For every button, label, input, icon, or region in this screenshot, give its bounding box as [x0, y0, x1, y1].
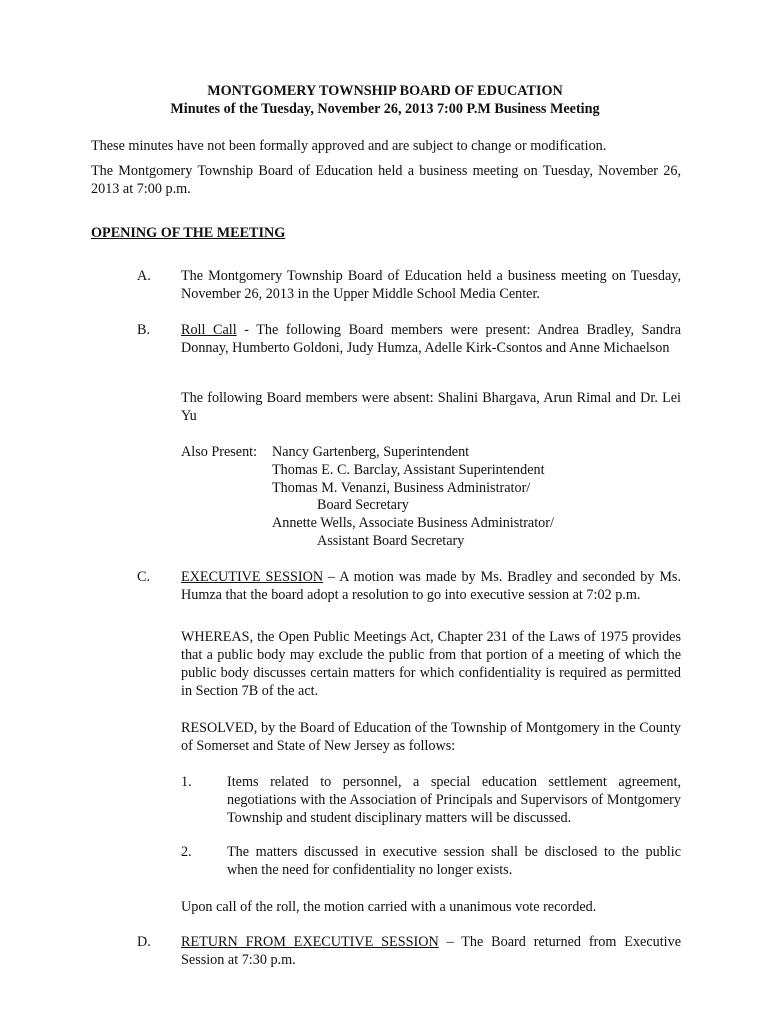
executive-session-title: EXECUTIVE SESSION	[181, 569, 324, 585]
return-session-text: – The Board returned from Executive Session at 7:30 p.m.	[181, 934, 682, 968]
vote-result: Upon call of the roll, the motion carried with a unanimous vote recorded.	[181, 899, 597, 915]
roll-call-present: - The following Board members were present: Andrea Bradley, Sandra Donnay, Humberto Goldoni, Judy Humza, Adelle Kirk-Csontos and Anne Michaelson	[181, 322, 682, 356]
roll-call-paragraph	[181, 321, 681, 357]
roll-call-title: Roll Call	[181, 322, 237, 338]
point-text: The matters discussed in executive session shall be disclosed to the public when the need for confidentiality no longer exists.	[227, 844, 681, 878]
meeting-statement: The Montgomery Township Board of Education held a business meeting on Tuesday, November 26, 2013 at 7:00 p.m.	[91, 163, 681, 197]
section-heading: OPENING OF THE MEETING	[91, 225, 286, 241]
item-b-label: B.	[137, 322, 151, 338]
document-title: MONTGOMERY TOWNSHIP BOARD OF EDUCATION	[207, 83, 563, 99]
item-c-label: C.	[137, 569, 151, 585]
also-present-entry: Thomas M. Venanzi, Business Administrator/	[272, 480, 531, 496]
also-present-entry: Board Secretary	[317, 497, 409, 513]
disclaimer-text: These minutes have not been formally approved and are subject to change or modification.	[91, 138, 607, 154]
also-present-entry: Nancy Gartenberg, Superintendent	[272, 444, 470, 460]
point-text: Items related to personnel, a special education settlement agreement, negotiations with the Association of Principals and Supervisors of Montgomery Township and student disciplinary matters will be discussed.	[227, 774, 681, 826]
also-present-entry: Annette Wells, Associate Business Administrator/	[272, 515, 554, 531]
item-d-label: D.	[137, 934, 151, 950]
also-present-label: Also Present:	[181, 444, 258, 460]
item-a-label: A.	[137, 268, 151, 284]
executive-session-paragraph	[181, 568, 681, 604]
resolved-paragraph: RESOLVED, by the Board of Education of the Township of Montgomery in the County of Somerset and State of New Jersey as follows:	[181, 720, 681, 754]
executive-session-motion: – A motion was made by Ms. Bradley and seconded by Ms. Humza that the board adopt a resolution to go into executive session at 7:02 p.m.	[181, 569, 681, 603]
whereas-paragraph: WHEREAS, the Open Public Meetings Act, Chapter 231 of the Laws of 1975 provides that a public body may exclude the public from that portion of a meeting of which the public body discusses certain matters for which confidentiality is required as permitted in Section 7B of the act.	[181, 629, 681, 699]
roll-call-absent: The following Board members were absent: Shalini Bhargava, Arun Rimal and Dr. Lei Yu	[181, 390, 681, 424]
document-subtitle: Minutes of the Tuesday, November 26, 2013 7:00 P.M Business Meeting	[170, 101, 600, 117]
return-session-paragraph	[181, 933, 681, 969]
item-a-text: The Montgomery Township Board of Education held a business meeting on Tuesday, November 26, 2013 in the Upper Middle School Media Center.	[181, 268, 681, 302]
also-present-entry: Thomas E. C. Barclay, Assistant Superintendent	[272, 462, 545, 478]
also-present-entry: Assistant Board Secretary	[317, 533, 465, 549]
point-number: 2.	[181, 844, 192, 860]
point-number: 1.	[181, 774, 192, 790]
return-session-title: RETURN FROM EXECUTIVE SESSION	[181, 934, 439, 950]
